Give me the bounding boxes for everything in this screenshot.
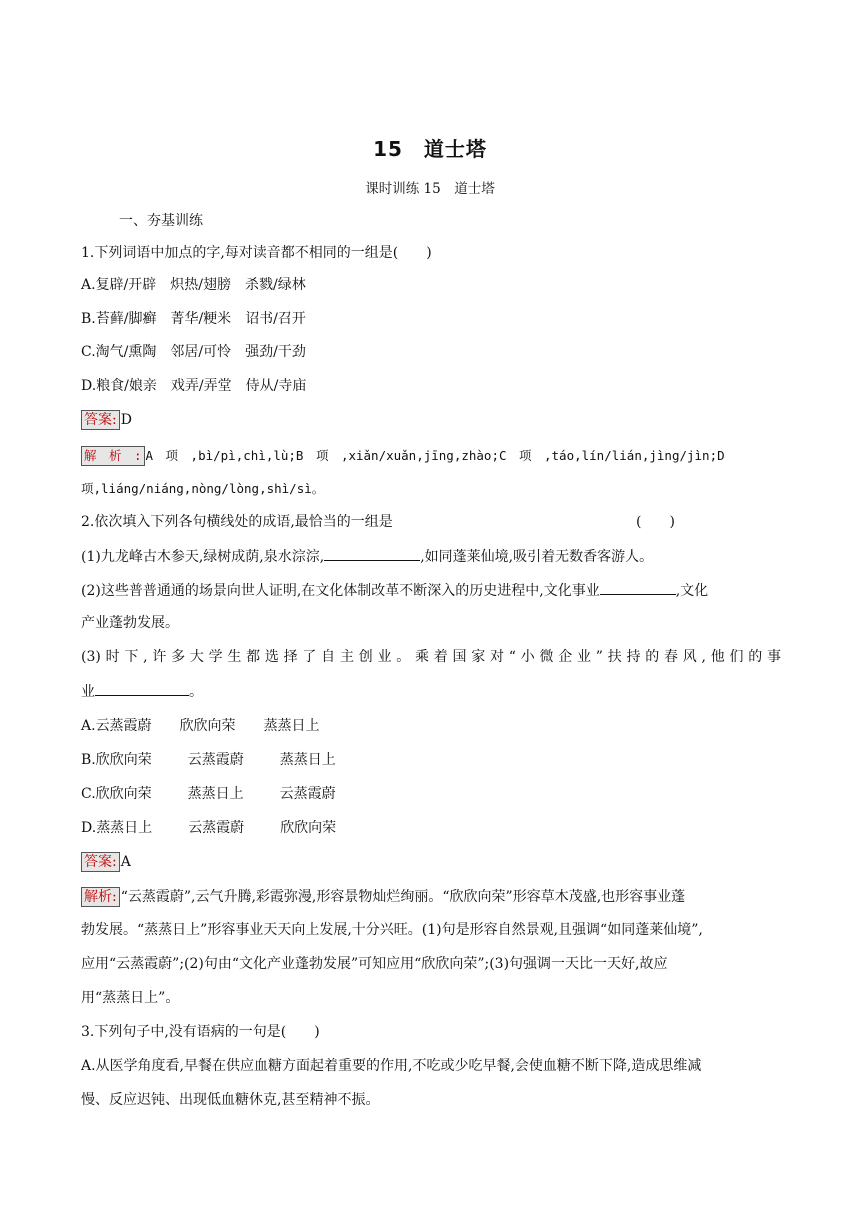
q1-option-d bbox=[81, 376, 306, 396]
sentence-text: ,如同蓬莱仙境,吸引着无数香客游人。 bbox=[420, 549, 654, 565]
answer-tag: 答案: bbox=[81, 852, 120, 872]
q2-sentence-1 bbox=[81, 546, 653, 567]
q1-analysis bbox=[81, 446, 725, 466]
fill-blank bbox=[324, 546, 420, 561]
option-part: 炽热/翅膀 bbox=[170, 277, 231, 293]
option-label: B. bbox=[81, 752, 96, 768]
answer-bracket: ( ) bbox=[636, 514, 675, 530]
option-part: 蒸蒸日上 bbox=[96, 820, 153, 836]
analysis-tag: 解 析 : bbox=[81, 446, 145, 466]
q1-option-c bbox=[81, 342, 306, 362]
option-part: 诏书/召开 bbox=[245, 311, 306, 327]
q2-option-b bbox=[81, 750, 336, 770]
q2-stem bbox=[81, 512, 675, 532]
option-part: 侍从/寺庙 bbox=[245, 378, 307, 394]
sentence-text: (1)九龙峰古木参天,绿树成荫,泉水淙淙, bbox=[81, 549, 325, 565]
q2-sentence-2 bbox=[81, 580, 708, 601]
q2-option-a bbox=[81, 716, 320, 736]
q2-analysis-cont: 勃发展。“蒸蒸日上”形容事业天天向上发展,十分兴旺。(1)句是形容自然景观,且强调“如同蓬莱仙境”, bbox=[81, 922, 703, 938]
option-label: A. bbox=[81, 277, 96, 293]
option-part: 欣欣向荣 bbox=[95, 752, 152, 768]
option-part: 蒸蒸日上 bbox=[279, 752, 336, 768]
q3-option-a: A.从医学角度看,早餐在供应血糖方面起着重要的作用,不吃或少吃早餐,会使血糖不断下降,造成思维减 bbox=[81, 1058, 702, 1074]
option-part: 复辟/开辟 bbox=[95, 277, 157, 293]
answer-tag: 答案: bbox=[81, 410, 120, 430]
answer-value: A bbox=[120, 854, 131, 870]
option-part: 淘气/熏陶 bbox=[95, 344, 157, 360]
option-part: 蒸蒸日上 bbox=[263, 718, 320, 734]
answer-value: D bbox=[120, 412, 132, 428]
q3-stem: 3.下列句子中,没有语病的一句是( ) bbox=[81, 1024, 320, 1040]
q1-answer bbox=[81, 410, 132, 430]
section-heading: 一、夯基训练 bbox=[119, 213, 203, 229]
q2-sentence-3-cont bbox=[81, 681, 203, 702]
option-part: 云蒸霞蔚 bbox=[188, 820, 245, 836]
q1-analysis-cont: 项,liáng/niáng,nòng/lòng,shì/sì。 bbox=[81, 481, 325, 496]
page-title: 15 道士塔 bbox=[373, 137, 487, 161]
analysis-tag: 解析: bbox=[81, 887, 120, 907]
option-label: C. bbox=[81, 786, 96, 802]
option-part: 菁华/粳米 bbox=[170, 311, 232, 327]
option-part: 欣欣向荣 bbox=[280, 820, 337, 836]
q2-option-c bbox=[81, 784, 336, 804]
sentence-text: 业 bbox=[81, 684, 95, 700]
q1-option-a bbox=[81, 275, 306, 295]
option-label: D. bbox=[81, 378, 97, 394]
analysis-text: “云蒸霞蔚”,云气升腾,彩霞弥漫,形容景物灿烂绚丽。“欣欣向荣”形容草木茂盛,也形容事业蓬 bbox=[120, 889, 686, 905]
analysis-text: A 项 ,bì/pì,chì,lù;B 项 ,xiǎn/xuǎn,jīng,zhào;C 项 ,táo,lín/lián,jìng/jìn;D bbox=[145, 448, 725, 463]
option-part: 邻居/可怜 bbox=[170, 344, 232, 360]
q2-stem-text: 2.依次填入下列各句横线处的成语,最恰当的一组是 bbox=[81, 514, 393, 530]
option-part: 云蒸霞蔚 bbox=[95, 718, 152, 734]
q2-analysis bbox=[81, 887, 685, 907]
option-label: C. bbox=[81, 344, 96, 360]
q2-analysis-cont: 用“蒸蒸日上”。 bbox=[81, 990, 180, 1006]
q2-sentence-3: (3)时下,许多大学生都选择了自主创业。乘着国家对“小微企业”扶持的春风,他们的事 bbox=[81, 649, 781, 665]
option-part: 云蒸霞蔚 bbox=[187, 752, 244, 768]
sentence-text: ,文化 bbox=[675, 583, 709, 599]
q2-answer bbox=[81, 852, 131, 872]
option-part: 蒸蒸日上 bbox=[187, 786, 244, 802]
fill-blank bbox=[95, 681, 189, 696]
option-part: 粮食/娘亲 bbox=[96, 378, 157, 394]
option-label: D. bbox=[81, 820, 97, 836]
option-part: 戏弄/弄堂 bbox=[170, 378, 232, 394]
fill-blank bbox=[600, 580, 676, 595]
option-part: 欣欣向荣 bbox=[179, 718, 236, 734]
q2-analysis-cont: 应用“云蒸霞蔚”;(2)句由“文化产业蓬勃发展”可知应用“欣欣向荣”;(3)句强调一天比一天好,故应 bbox=[81, 956, 668, 972]
sentence-text: (2)这些普普通通的场景向世人证明,在文化体制改革不断深入的历史进程中,文化事业 bbox=[81, 583, 600, 599]
q3-option-a-cont: 慢、反应迟钝、出现低血糖休克,甚至精神不振。 bbox=[81, 1092, 380, 1108]
option-part: 云蒸霞蔚 bbox=[279, 786, 336, 802]
option-part: 苔藓/脚癣 bbox=[95, 311, 157, 327]
q1-stem: 1.下列词语中加点的字,每对读音都不相同的一组是( ) bbox=[81, 245, 432, 261]
q1-option-b bbox=[81, 309, 306, 329]
option-label: A. bbox=[81, 718, 96, 734]
q2-sentence-2-cont: 产业蓬勃发展。 bbox=[81, 615, 179, 631]
option-part: 杀戮/绿林 bbox=[245, 277, 306, 293]
sentence-text: 。 bbox=[189, 684, 203, 700]
q2-option-d bbox=[81, 818, 336, 838]
option-label: B. bbox=[81, 311, 96, 327]
page-subtitle: 课时训练 15 道士塔 bbox=[365, 181, 495, 197]
option-part: 欣欣向荣 bbox=[95, 786, 152, 802]
option-part: 强劲/干劲 bbox=[245, 344, 306, 360]
